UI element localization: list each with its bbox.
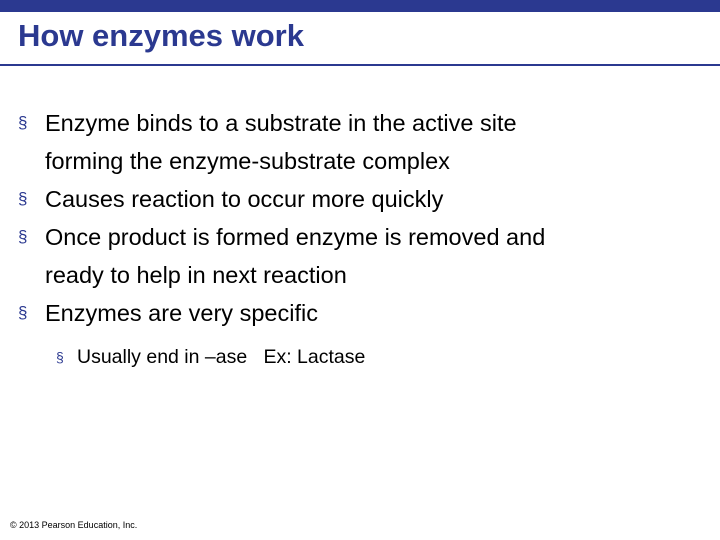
- sub-bullet-text: Usually end in –ase Ex: Lactase: [77, 346, 366, 368]
- bullet-marker-icon: §: [18, 189, 28, 208]
- bullet-marker-icon: §: [18, 227, 28, 246]
- copyright-footer: © 2013 Pearson Education, Inc.: [10, 520, 138, 530]
- bullet-marker-icon: §: [18, 303, 28, 322]
- bullet-item: [0, 294, 720, 332]
- top-accent-bar: [0, 0, 720, 12]
- bullet-list: [0, 104, 720, 372]
- sub-bullet-marker-icon: §: [56, 349, 64, 365]
- bullet-marker-icon: §: [18, 113, 28, 132]
- bullet-item: [0, 218, 720, 294]
- title-area: [0, 12, 720, 64]
- bullet-text-line: Causes reaction to occur more quickly: [45, 186, 444, 212]
- bullet-item: [0, 104, 720, 180]
- slide-title: How enzymes work: [18, 18, 304, 53]
- bullet-text-line: Enzyme binds to a substrate in the active site: [45, 110, 517, 136]
- bullet-item: [0, 180, 720, 218]
- bullet-text-line: forming the enzyme-substrate complex: [45, 148, 450, 174]
- bullet-text-line: Enzymes are very specific: [45, 300, 318, 326]
- title-divider: [0, 64, 720, 66]
- sub-bullet-item: [0, 342, 720, 372]
- bullet-text-line: ready to help in next reaction: [45, 262, 347, 288]
- bullet-text-line: Once product is formed enzyme is removed and: [45, 224, 546, 250]
